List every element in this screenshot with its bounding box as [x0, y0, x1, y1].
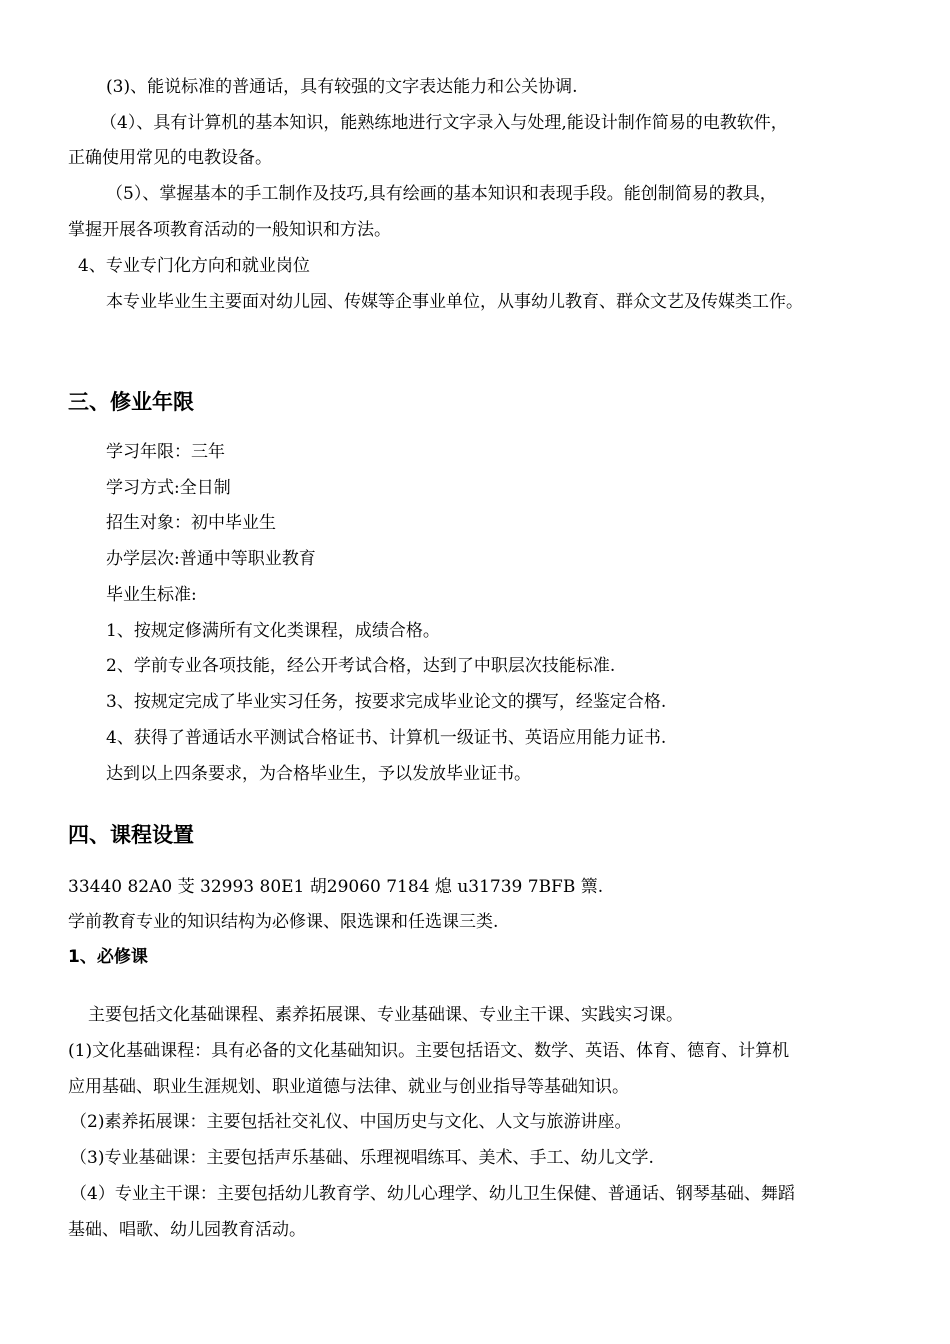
career-direction-title: 4、专业专门化方向和就业岗位	[78, 256, 310, 276]
course-core-line2: 基础、唱歌、幼儿园教育活动。	[68, 1220, 306, 1240]
course-literacy: （2)素养拓展课：主要包括社交礼仪、中国历史与文化、人文与旅游讲座。	[70, 1112, 632, 1132]
ability-item-5-line2: 掌握开展各项教育活动的一般知识和方法。	[68, 220, 391, 240]
education-level: 办学层次:普通中等职业教育	[106, 549, 316, 569]
code-line: 33440 82A0 芠 32993 80E1 胡29060 7184 熄 u31739 7BFB 篻.	[68, 877, 604, 897]
study-mode: 学习方式:全日制	[106, 478, 231, 498]
graduation-standard-label: 毕业生标准:	[106, 585, 197, 605]
required-courses-intro: 主要包括文化基础课程、素养拓展课、专业基础课、专业主干课、实践实习课。	[88, 1005, 683, 1025]
ability-item-4-line1: （4）、具有计算机的基本知识，能熟练地进行文字录入与处理,能设计制作简易的电教软件，	[100, 113, 788, 133]
graduation-standard-1: 1、按规定修满所有文化类课程，成绩合格。	[106, 621, 440, 641]
graduation-standard-3: 3、按规定完成了毕业实习任务，按要求完成毕业论文的撰写，经鉴定合格.	[106, 692, 667, 712]
course-core-line1: （4）专业主干课：主要包括幼儿教育学、幼儿心理学、幼儿卫生保健、普通话、钢琴基础、舞蹈	[70, 1184, 795, 1204]
course-professional-basic: （3)专业基础课：主要包括声乐基础、乐理视唱练耳、美术、手工、幼儿文学.	[70, 1148, 654, 1168]
study-duration: 学习年限：三年	[106, 442, 225, 462]
ability-item-4-line2: 正确使用常见的电教设备。	[68, 148, 272, 168]
graduation-standard-4: 4、获得了普通话水平测试合格证书、计算机一级证书、英语应用能力证书.	[106, 728, 667, 748]
course-culture-line1: (1)文化基础课程：具有必备的文化基础知识。主要包括语文、数学、英语、体育、德育、计算机	[68, 1041, 790, 1061]
graduation-standard-2: 2、学前专业各项技能，经公开考试合格，达到了中职层次技能标准.	[106, 656, 616, 676]
required-courses-heading: 1、必修课	[68, 947, 148, 967]
ability-item-5-line1: （5）、掌握基本的手工制作及技巧,具有绘画的基本知识和表现手段。能创制简易的教具，	[106, 184, 777, 204]
section-4-heading: 四、课程设置	[68, 823, 194, 847]
course-culture-line2: 应用基础、职业生涯规划、职业道德与法律、就业与创业指导等基础知识。	[68, 1077, 629, 1097]
enrollment-target: 招生对象：初中毕业生	[106, 513, 276, 533]
career-direction-text: 本专业毕业生主要面对幼儿园、传媒等企事业单位，从事幼儿教育、群众文艺及传媒类工作。	[106, 292, 803, 312]
curriculum-intro: 学前教育专业的知识结构为必修课、限选课和任选课三类.	[68, 912, 499, 932]
ability-item-3: (3)、能说标准的普通话，具有较强的文字表达能力和公关协调.	[106, 77, 578, 97]
graduation-conclusion: 达到以上四条要求，为合格毕业生，予以发放毕业证书。	[106, 764, 531, 784]
section-3-heading: 三、修业年限	[68, 390, 194, 414]
